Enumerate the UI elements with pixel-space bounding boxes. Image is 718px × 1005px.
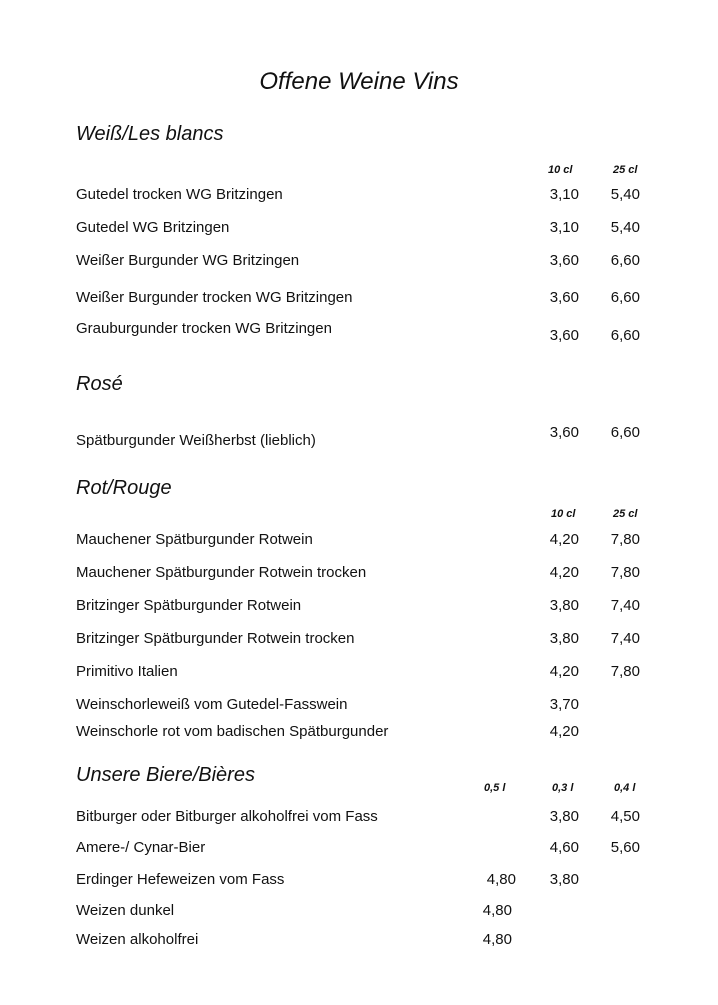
menu-item-price-25cl: 7,40: [610, 597, 640, 614]
menu-item-name: Grauburgunder trocken WG Britzingen: [76, 320, 332, 337]
menu-item-price-10cl: 4,20: [549, 723, 579, 740]
section-heading-beers: Unsere Biere/Bières: [76, 764, 255, 786]
page-title: Offene Weine Vins: [259, 68, 459, 95]
menu-item-price-04l: 4,50: [610, 808, 640, 825]
section-heading-rose: Rosé: [76, 373, 123, 395]
menu-item-name: Amere-/ Cynar-Bier: [76, 839, 206, 856]
menu-item-price-03l: 3,80: [549, 871, 579, 888]
menu-item-price-10cl: 4,20: [549, 531, 579, 548]
menu-item-price-10cl: 3,60: [549, 327, 579, 344]
section-heading-reds: Rot/Rouge: [76, 477, 172, 499]
menu-item-name: Weizen alkoholfrei: [76, 931, 199, 948]
menu-item-name: Britzinger Spätburgunder Rotwein trocken: [76, 630, 355, 647]
menu-item-price-10cl: 3,60: [549, 252, 579, 269]
menu-item-price-25cl: 7,80: [610, 531, 640, 548]
menu-item-name: Weizen dunkel: [76, 902, 175, 919]
menu-item-price-10cl: 3,70: [549, 696, 579, 713]
menu-item-name: Mauchener Spätburgunder Rotwein trocken: [76, 564, 367, 581]
menu-item-price-10cl: 3,60: [549, 424, 579, 441]
menu-item-name: Erdinger Hefeweizen vom Fass: [76, 871, 285, 888]
menu-item-price-25cl: 6,60: [610, 252, 640, 269]
menu-item-price-05l: 4,80: [482, 902, 512, 919]
menu-item-price-10cl: 3,60: [549, 289, 579, 306]
col-header-10cl: 10 cl: [548, 164, 573, 176]
menu-item-name: Primitivo Italien: [76, 663, 178, 680]
menu-item-price-25cl: 5,40: [610, 186, 640, 203]
menu-item-price-04l: 5,60: [610, 839, 640, 856]
menu-item-price-25cl: 7,80: [610, 663, 640, 680]
menu-item-name: Mauchener Spätburgunder Rotwein: [76, 531, 313, 548]
col-header-03l: 0,3 l: [552, 782, 574, 794]
menu-item-price-10cl: 3,80: [549, 597, 579, 614]
menu-item-name: Weinschorle rot vom badischen Spätburgunder: [76, 723, 389, 740]
menu-item-price-10cl: 4,20: [549, 564, 579, 581]
menu-item-price-10cl: 3,10: [549, 186, 579, 203]
menu-item-name: Gutedel trocken WG Britzingen: [76, 186, 283, 203]
col-header-25cl: 25 cl: [613, 164, 638, 176]
menu-item-name: Britzinger Spätburgunder Rotwein: [76, 597, 302, 614]
menu-item-price-25cl: 7,80: [610, 564, 640, 581]
col-header-04l: 0,4 l: [614, 782, 636, 794]
menu-item-price-25cl: 6,60: [610, 289, 640, 306]
menu-item-name: Bitburger oder Bitburger alkoholfrei vom Fass: [76, 808, 378, 825]
menu-item-name: Gutedel WG Britzingen: [76, 219, 230, 236]
menu-item-price-05l: 4,80: [486, 871, 516, 888]
menu-item-price-25cl: 7,40: [610, 630, 640, 647]
menu-item-name: Weinschorleweiß vom Gutedel-Fasswein: [76, 696, 348, 713]
menu-item-name: Weißer Burgunder trocken WG Britzingen: [76, 289, 353, 306]
menu-item-price-25cl: 6,60: [610, 327, 640, 344]
col-header-05l: 0,5 l: [484, 782, 506, 794]
menu-item-name: Spätburgunder Weißherbst (lieblich): [76, 432, 316, 449]
menu-item-name: Weißer Burgunder WG Britzingen: [76, 252, 300, 269]
menu-item-price-05l: 4,80: [482, 931, 512, 948]
col-header-25cl: 25 cl: [613, 508, 638, 520]
menu-item-price-25cl: 5,40: [610, 219, 640, 236]
menu-item-price-10cl: 3,10: [549, 219, 579, 236]
menu-item-price-03l: 3,80: [549, 808, 579, 825]
menu-item-price-25cl: 6,60: [610, 424, 640, 441]
col-header-10cl: 10 cl: [551, 508, 576, 520]
section-heading-whites: Weiß/Les blancs: [76, 123, 224, 145]
menu-item-price-10cl: 3,80: [549, 630, 579, 647]
menu-item-price-03l: 4,60: [549, 839, 579, 856]
menu-item-price-10cl: 4,20: [549, 663, 579, 680]
